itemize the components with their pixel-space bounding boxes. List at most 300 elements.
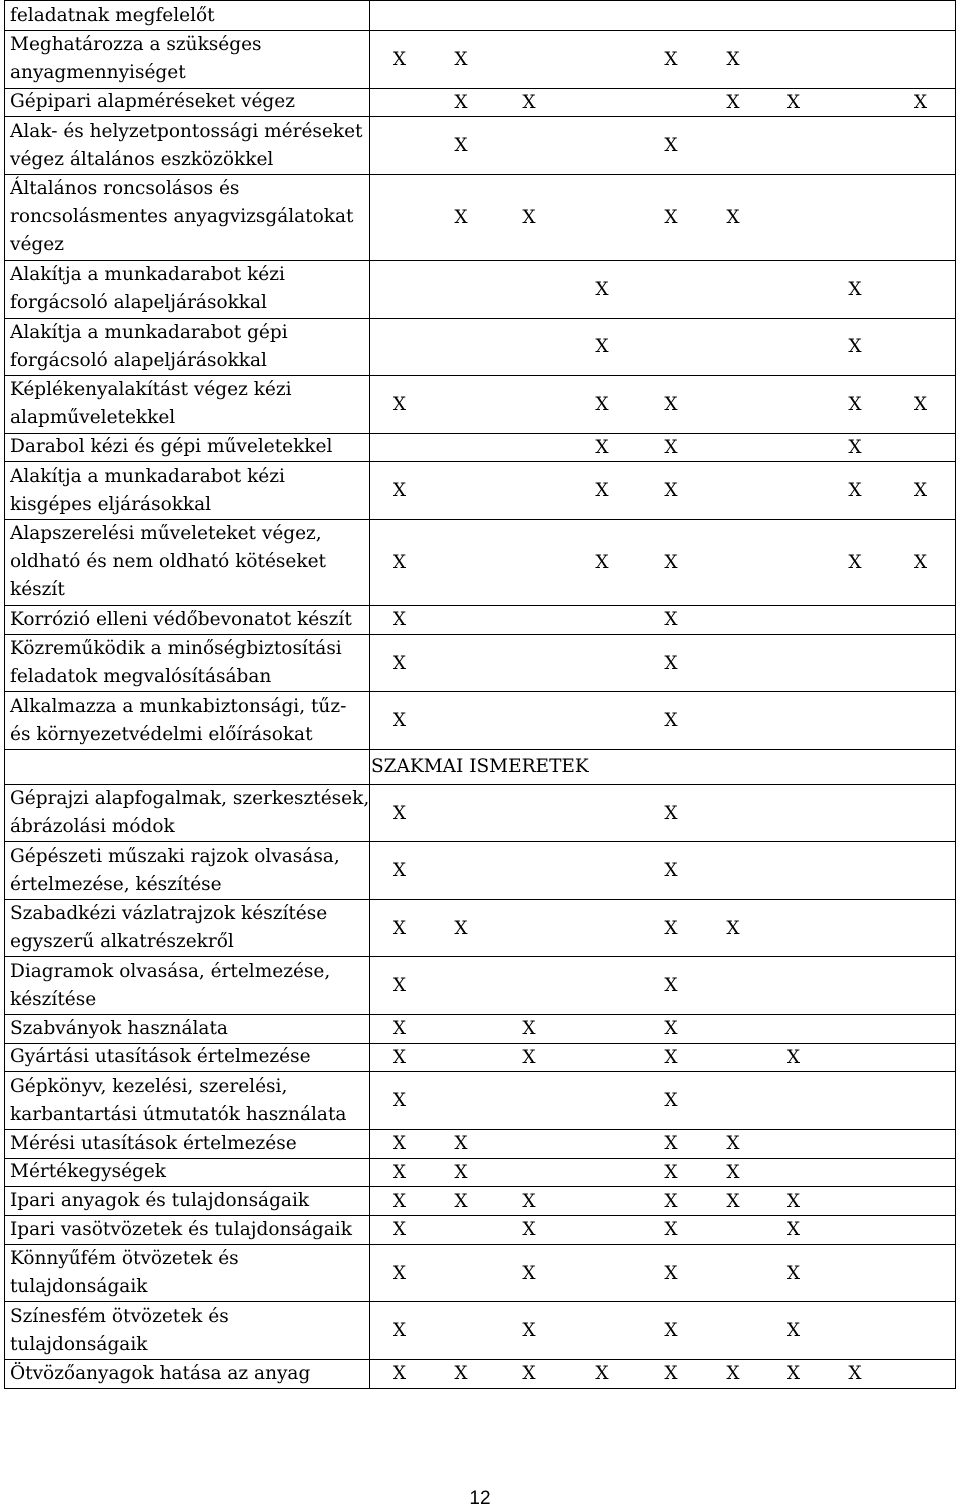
mark-cell <box>429 376 493 433</box>
mark-cell <box>886 1216 955 1244</box>
mark-cell <box>565 89 639 117</box>
mark-cell: X <box>392 393 407 415</box>
table-row <box>5 261 955 319</box>
mark-cell <box>370 1 429 30</box>
mark-cell: X <box>664 710 678 731</box>
mark-cell <box>703 520 763 605</box>
row-label-line: Darabol kézi és gépi műveletekkel <box>10 436 333 458</box>
mark-cell: X <box>454 1190 468 1212</box>
mark-cell: X <box>454 1161 468 1183</box>
mark-cell: X <box>595 393 609 415</box>
row-label-line: Általános roncsolásos és <box>10 178 240 200</box>
mark-cell <box>429 261 493 318</box>
mark-cell <box>429 1245 493 1302</box>
mark-cell <box>429 1216 493 1244</box>
row-label <box>5 842 370 899</box>
row-label-line: Szabadkézi vázlatrajzok készítése <box>10 903 328 924</box>
mark-cell <box>886 606 955 634</box>
table-row <box>5 1360 955 1389</box>
mark-cell <box>763 842 824 899</box>
mark-cell: X <box>392 1018 407 1040</box>
mark-cell <box>565 1044 639 1072</box>
mark-cell <box>703 635 763 692</box>
mark-cell <box>763 635 824 692</box>
mark-cell: X <box>595 278 609 300</box>
mark-cell <box>886 1072 955 1129</box>
mark-cell: X <box>595 1363 609 1385</box>
mark-cell: X <box>664 917 678 939</box>
mark-cell: X <box>454 1363 468 1385</box>
row-label <box>5 1302 370 1359</box>
mark-cell: X <box>392 1219 407 1241</box>
mark-cell <box>565 1159 639 1187</box>
section-header-row <box>5 750 955 785</box>
mark-cell: X <box>848 1363 862 1385</box>
mark-cell: X <box>786 1046 801 1068</box>
page-number: 12 <box>469 1488 491 1509</box>
mark-cell <box>763 434 824 462</box>
mark-cell: X <box>392 1262 407 1284</box>
mark-cell: X <box>664 1219 678 1241</box>
mark-cell: X <box>595 336 609 358</box>
mark-cell: X <box>454 1133 468 1155</box>
table-row <box>5 900 955 958</box>
table-row <box>5 434 955 463</box>
row-label-line: Alakítja a munkadarabot kézi <box>10 264 285 286</box>
mark-cell <box>886 1159 955 1187</box>
row-label-line: Alakítja a munkadarabot gépi <box>10 321 288 343</box>
mark-cell <box>763 376 824 433</box>
row-label <box>5 261 370 318</box>
mark-cell <box>429 692 493 749</box>
mark-cell <box>493 606 565 634</box>
mark-cell <box>493 1159 565 1187</box>
mark-cell <box>565 842 639 899</box>
mark-cell <box>886 842 955 899</box>
mark-cell <box>429 462 493 519</box>
mark-cell <box>886 1302 955 1359</box>
mark-cell: X <box>786 1190 801 1212</box>
mark-cell <box>763 785 824 842</box>
row-label-line: Mértékegységek <box>10 1161 167 1183</box>
row-label <box>5 900 370 957</box>
mark-cell: X <box>726 206 740 228</box>
mark-cell <box>565 1 639 30</box>
row-label-line: kisgépes eljárásokkal <box>10 493 212 515</box>
mark-cell: X <box>786 1262 801 1284</box>
mark-cell <box>763 606 824 634</box>
mark-cell <box>886 117 955 174</box>
table-row <box>5 1 955 31</box>
row-label-line: Alak- és helyzetpontossági méréseket <box>10 120 363 142</box>
row-label-line: Géprajzi alapfogalmak, szerkesztések, <box>10 788 370 809</box>
mark-cell: X <box>392 480 407 501</box>
mark-cell <box>824 175 886 260</box>
row-label-line: roncsolásmentes anyagvizsgálatokat <box>10 206 354 228</box>
row-label-line: Szabványok használata <box>10 1017 228 1039</box>
row-label <box>5 1130 370 1158</box>
table-row <box>5 1130 955 1159</box>
mark-cell <box>703 1245 763 1302</box>
mark-cell <box>493 842 565 899</box>
row-label-line: karbantartási útmutatók használata <box>10 1103 347 1125</box>
mark-cell: X <box>392 1090 407 1111</box>
mark-cell: X <box>726 917 740 939</box>
row-label-line: Gépipari alapméréseket végez <box>10 91 295 113</box>
table-row <box>5 520 955 606</box>
mark-cell <box>824 957 886 1014</box>
mark-cell: X <box>786 1219 801 1241</box>
row-label-line: Alapszerelési műveleteket végez, <box>10 523 322 545</box>
mark-cell <box>763 692 824 749</box>
mark-cell: X <box>595 480 609 501</box>
mark-cell <box>886 900 955 957</box>
mark-cell <box>824 117 886 174</box>
mark-cell <box>703 1015 763 1043</box>
mark-cell: X <box>913 480 928 501</box>
row-label-line: tulajdonságaik <box>10 1276 148 1297</box>
mark-cell <box>703 1044 763 1072</box>
row-label-line: értelmezése, készítése <box>10 873 222 895</box>
mark-cell <box>763 900 824 957</box>
mark-cell <box>493 635 565 692</box>
mark-cell <box>429 785 493 842</box>
row-label <box>5 1015 370 1043</box>
row-label-line: Gépkönyv, kezelési, szerelési, <box>10 1075 288 1097</box>
competency-rows <box>5 1 955 750</box>
mark-cell <box>886 1015 955 1043</box>
mark-cell: X <box>786 1320 801 1341</box>
mark-cell <box>886 957 955 1014</box>
mark-cell: X <box>664 1262 678 1284</box>
mark-cell <box>493 117 565 174</box>
mark-cell <box>763 462 824 519</box>
mark-cell <box>565 635 639 692</box>
mark-cell <box>824 635 886 692</box>
mark-cell <box>565 1130 639 1158</box>
mark-cell: X <box>664 480 678 501</box>
mark-cell <box>493 31 565 88</box>
mark-cell <box>429 635 493 692</box>
table-row <box>5 175 955 261</box>
mark-cell: X <box>664 860 678 881</box>
row-label <box>5 376 370 433</box>
row-label <box>5 520 370 605</box>
mark-cell <box>429 606 493 634</box>
table-row <box>5 1159 955 1188</box>
table-row <box>5 1072 955 1130</box>
mark-cell <box>886 1187 955 1215</box>
row-label-line: forgácsoló alapeljárásokkal <box>10 292 267 314</box>
mark-cell <box>824 31 886 88</box>
row-label-line: Ötvözőanyagok hatása az anyag <box>10 1362 311 1384</box>
mark-cell <box>763 1 824 30</box>
mark-cell <box>886 785 955 842</box>
mark-cell <box>703 842 763 899</box>
mark-cell <box>703 117 763 174</box>
mark-cell: X <box>522 1018 536 1040</box>
mark-cell: X <box>392 710 407 731</box>
table-row <box>5 1015 955 1044</box>
mark-cell: X <box>664 975 678 996</box>
competency-table <box>4 0 956 1389</box>
mark-cell: X <box>522 1363 536 1385</box>
row-label-line: Ipari vasötvözetek és tulajdonságaik <box>10 1218 352 1240</box>
mark-cell <box>824 1187 886 1215</box>
mark-cell <box>370 319 429 376</box>
mark-cell <box>824 1 886 30</box>
mark-cell <box>703 1302 763 1359</box>
row-label-line: ábrázolási módok <box>10 816 175 837</box>
row-label <box>5 1044 370 1072</box>
row-label-line: feladatok megvalósításában <box>10 666 272 687</box>
row-label-line: Meghatározza a szükséges <box>10 34 262 56</box>
row-label-line: Színesfém ötvözetek és <box>10 1305 229 1327</box>
mark-cell <box>886 31 955 88</box>
mark-cell: X <box>664 1320 678 1341</box>
row-label-line: forgácsoló alapeljárásokkal <box>10 349 267 371</box>
table-row <box>5 635 955 693</box>
table-row <box>5 692 955 750</box>
mark-cell <box>763 261 824 318</box>
mark-cell <box>429 842 493 899</box>
mark-cell <box>824 1159 886 1187</box>
row-label-line: végez általános eszközökkel <box>10 148 274 170</box>
mark-cell: X <box>913 393 928 415</box>
mark-cell <box>763 1159 824 1187</box>
mark-cell <box>703 957 763 1014</box>
row-label <box>5 1159 370 1187</box>
mark-cell <box>565 692 639 749</box>
mark-cell <box>824 89 886 117</box>
table-row <box>5 785 955 843</box>
mark-cell: X <box>664 1190 678 1212</box>
mark-cell <box>493 785 565 842</box>
mark-cell <box>565 1072 639 1129</box>
table-row <box>5 1245 955 1303</box>
table-row <box>5 1187 955 1216</box>
mark-cell: X <box>392 1320 407 1341</box>
mark-cell <box>763 1130 824 1158</box>
mark-cell: X <box>392 975 407 996</box>
table-row <box>5 319 955 377</box>
mark-cell: X <box>848 480 862 501</box>
mark-cell: X <box>786 91 801 113</box>
table-row <box>5 462 955 520</box>
mark-cell <box>824 1072 886 1129</box>
mark-cell: X <box>664 802 678 824</box>
mark-cell <box>565 117 639 174</box>
row-label <box>5 785 370 842</box>
mark-cell: X <box>726 48 740 70</box>
mark-cell <box>824 606 886 634</box>
mark-cell <box>429 434 493 462</box>
section-header-empty-cell <box>5 750 370 784</box>
mark-cell <box>370 175 429 260</box>
table-row <box>5 376 955 434</box>
mark-cell <box>886 261 955 318</box>
mark-cell <box>493 1 565 30</box>
mark-cell <box>565 606 639 634</box>
mark-cell <box>565 1302 639 1359</box>
mark-cell <box>703 376 763 433</box>
mark-cell <box>429 520 493 605</box>
mark-cell <box>493 261 565 318</box>
mark-cell: X <box>726 1133 740 1155</box>
mark-cell <box>639 89 703 117</box>
row-label-line: Gépészeti műszaki rajzok olvasása, <box>10 845 340 867</box>
mark-cell <box>370 117 429 174</box>
mark-cell <box>886 1360 955 1388</box>
table-row <box>5 1302 955 1360</box>
mark-cell <box>763 31 824 88</box>
mark-cell: X <box>664 393 678 415</box>
mark-cell <box>703 785 763 842</box>
mark-cell <box>886 175 955 260</box>
mark-cell: X <box>664 1161 678 1183</box>
mark-cell: X <box>664 1090 678 1111</box>
mark-cell: X <box>392 1190 407 1212</box>
mark-cell <box>824 1015 886 1043</box>
mark-cell <box>370 434 429 462</box>
mark-cell <box>639 1 703 30</box>
mark-cell <box>703 261 763 318</box>
section-title: SZAKMAI ISMERETEK <box>371 756 589 778</box>
mark-cell: X <box>726 1190 740 1212</box>
row-label <box>5 175 370 260</box>
mark-cell <box>493 462 565 519</box>
mark-cell: X <box>664 206 678 228</box>
mark-cell: X <box>454 917 468 939</box>
mark-cell: X <box>392 1363 407 1385</box>
row-label-line: Mérési utasítások értelmezése <box>10 1132 297 1154</box>
row-label-line: feladatnak megfelelőt <box>10 4 215 26</box>
mark-cell <box>493 434 565 462</box>
mark-cell <box>824 785 886 842</box>
row-label-line: Képlékenyalakítást végez kézi <box>10 379 292 401</box>
mark-cell: X <box>392 917 407 939</box>
mark-cell: X <box>454 206 468 228</box>
mark-cell: X <box>454 135 468 156</box>
mark-cell <box>429 957 493 1014</box>
row-label-line: Ipari anyagok és tulajdonságaik <box>10 1190 310 1212</box>
mark-cell: X <box>522 91 536 113</box>
mark-cell: X <box>522 1190 536 1212</box>
mark-cell: X <box>392 1133 407 1155</box>
mark-cell <box>703 1072 763 1129</box>
mark-cell: X <box>392 802 407 824</box>
row-label-line: Korrózió elleni védőbevonatot készít <box>10 608 352 630</box>
mark-cell <box>886 1245 955 1302</box>
mark-cell <box>493 692 565 749</box>
mark-cell <box>565 785 639 842</box>
mark-cell <box>763 319 824 376</box>
mark-cell <box>429 319 493 376</box>
mark-cell <box>639 261 703 318</box>
row-label <box>5 1072 370 1129</box>
row-label <box>5 957 370 1014</box>
mark-cell <box>493 1130 565 1158</box>
mark-cell: X <box>664 1046 678 1068</box>
mark-cell: X <box>392 652 407 674</box>
mark-cell: X <box>848 393 862 415</box>
row-label <box>5 117 370 174</box>
row-label <box>5 1245 370 1302</box>
row-label <box>5 606 370 634</box>
mark-cell: X <box>664 652 678 674</box>
mark-cell: X <box>454 48 468 70</box>
mark-cell <box>639 319 703 376</box>
row-label-line: anyagmennyiséget <box>10 62 186 84</box>
mark-cell <box>565 175 639 260</box>
mark-cell <box>703 462 763 519</box>
mark-cell <box>493 376 565 433</box>
mark-cell <box>824 842 886 899</box>
row-label <box>5 1216 370 1244</box>
table-row <box>5 1216 955 1245</box>
mark-cell <box>703 1 763 30</box>
mark-cell: X <box>392 1046 407 1068</box>
mark-cell <box>824 692 886 749</box>
mark-cell: X <box>595 436 609 458</box>
row-label <box>5 1360 370 1388</box>
mark-cell: X <box>522 1320 536 1341</box>
row-label-line: és környezetvédelmi előírásokat <box>10 723 313 745</box>
mark-cell: X <box>664 551 678 573</box>
mark-cell <box>824 1044 886 1072</box>
row-label <box>5 1187 370 1215</box>
mark-cell <box>763 957 824 1014</box>
table-row <box>5 957 955 1015</box>
row-label-line: Gyártási utasítások értelmezése <box>10 1046 311 1068</box>
row-label-line: végez <box>10 234 64 256</box>
mark-cell <box>370 261 429 318</box>
mark-cell <box>886 1130 955 1158</box>
mark-cell <box>824 1245 886 1302</box>
row-label-line: tulajdonságaik <box>10 1333 148 1355</box>
mark-cell <box>429 1072 493 1129</box>
mark-cell: X <box>913 91 928 113</box>
mark-cell <box>703 606 763 634</box>
mark-cell: X <box>664 1018 678 1040</box>
table-row <box>5 842 955 900</box>
row-label <box>5 434 370 462</box>
row-label <box>5 319 370 376</box>
mark-cell <box>824 900 886 957</box>
mark-cell <box>824 1130 886 1158</box>
row-label-line: készít <box>10 579 65 601</box>
mark-cell: X <box>726 91 740 113</box>
mark-cell <box>565 1187 639 1215</box>
mark-cell: X <box>664 1363 678 1385</box>
mark-cell: X <box>522 1262 536 1284</box>
mark-cell: X <box>522 1046 536 1068</box>
mark-cell <box>565 31 639 88</box>
mark-cell <box>565 1245 639 1302</box>
mark-cell <box>763 117 824 174</box>
mark-cell <box>565 1216 639 1244</box>
mark-cell <box>763 1072 824 1129</box>
mark-cell <box>370 89 429 117</box>
mark-cell: X <box>392 1161 407 1183</box>
row-label-line: Alakítja a munkadarabot kézi <box>10 465 285 487</box>
row-label <box>5 635 370 692</box>
row-label-line: Könnyűfém ötvözetek és <box>10 1248 239 1269</box>
row-label <box>5 89 370 117</box>
row-label <box>5 31 370 88</box>
mark-cell <box>493 520 565 605</box>
mark-cell <box>886 1044 955 1072</box>
